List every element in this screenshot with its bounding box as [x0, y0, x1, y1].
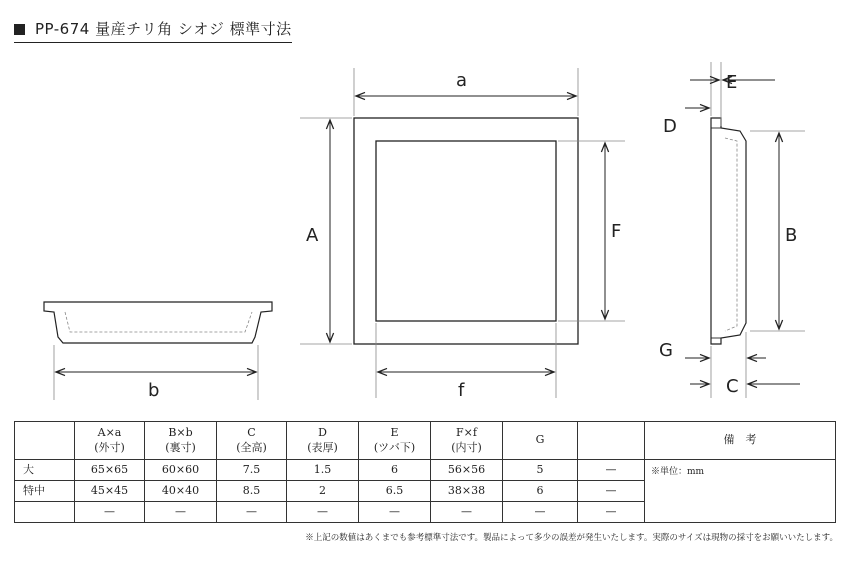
header-cell: D (表厚): [287, 422, 359, 460]
label-C: C: [726, 376, 739, 397]
table-cell: 6.5: [359, 481, 431, 502]
table-cell: —: [359, 502, 431, 523]
front-view: [354, 118, 578, 344]
header-cell: B×b (裏寸): [145, 422, 217, 460]
dimension-table: [14, 421, 836, 523]
header-cell: F×f (内寸): [431, 422, 503, 460]
footnote: ※上記の数値はあくまでも参考標準寸法です。製品によって多少の誤差が発生いたします。実際のサイズは現物の採寸をお願いいたします。: [305, 533, 838, 543]
table-cell: 56×56: [431, 460, 503, 481]
bottom-profile-view: [44, 302, 272, 343]
row-label: 大: [15, 460, 75, 481]
label-B: B: [785, 225, 798, 246]
label-G: G: [659, 340, 673, 361]
label-A: A: [306, 225, 319, 246]
table-cell: 6: [359, 460, 431, 481]
table-cell: —: [578, 502, 645, 523]
side-dimension-arrows: [685, 80, 800, 384]
header-cell: C (全高): [217, 422, 287, 460]
table-cell: 5: [503, 460, 578, 481]
table-cell: 6: [503, 481, 578, 502]
table-cell: —: [503, 502, 578, 523]
header-cell: [15, 422, 75, 460]
table-row: [15, 460, 836, 481]
table-cell: —: [217, 502, 287, 523]
label-f: f: [458, 380, 465, 401]
table-cell: —: [431, 502, 503, 523]
label-F: F: [611, 221, 622, 242]
front-inner-opening: [376, 141, 556, 321]
remarks-cell: ※単位：mm: [645, 460, 836, 523]
table-cell: 7.5: [217, 460, 287, 481]
header-cell: [578, 422, 645, 460]
row-label: [15, 502, 75, 523]
table-cell: 8.5: [217, 481, 287, 502]
table-header-row: [15, 422, 836, 460]
side-section-view: [711, 118, 746, 344]
row-label: 特中: [15, 481, 75, 502]
table-cell: —: [578, 460, 645, 481]
header-cell: G: [503, 422, 578, 460]
label-a: a: [456, 70, 468, 91]
label-E: E: [726, 72, 738, 93]
table-cell: —: [578, 481, 645, 502]
label-D: D: [663, 116, 677, 137]
table-cell: 2: [287, 481, 359, 502]
table-cell: —: [145, 502, 217, 523]
table-cell: 38×38: [431, 481, 503, 502]
table-cell: —: [287, 502, 359, 523]
header-cell-remarks: 備 考: [645, 422, 836, 460]
header-cell: A×a (外寸): [75, 422, 145, 460]
table-cell: 40×40: [145, 481, 217, 502]
page-title-text: PP-674 量産チリ角 シオジ 標準寸法: [35, 20, 292, 38]
table-cell: 60×60: [145, 460, 217, 481]
table-cell: 1.5: [287, 460, 359, 481]
front-dimension-arrows: [330, 96, 605, 372]
table-cell: —: [75, 502, 145, 523]
label-b: b: [148, 380, 160, 401]
front-outer-frame: [354, 118, 578, 344]
table-cell: 65×65: [75, 460, 145, 481]
header-cell: E (ツバ下): [359, 422, 431, 460]
table-cell: 45×45: [75, 481, 145, 502]
